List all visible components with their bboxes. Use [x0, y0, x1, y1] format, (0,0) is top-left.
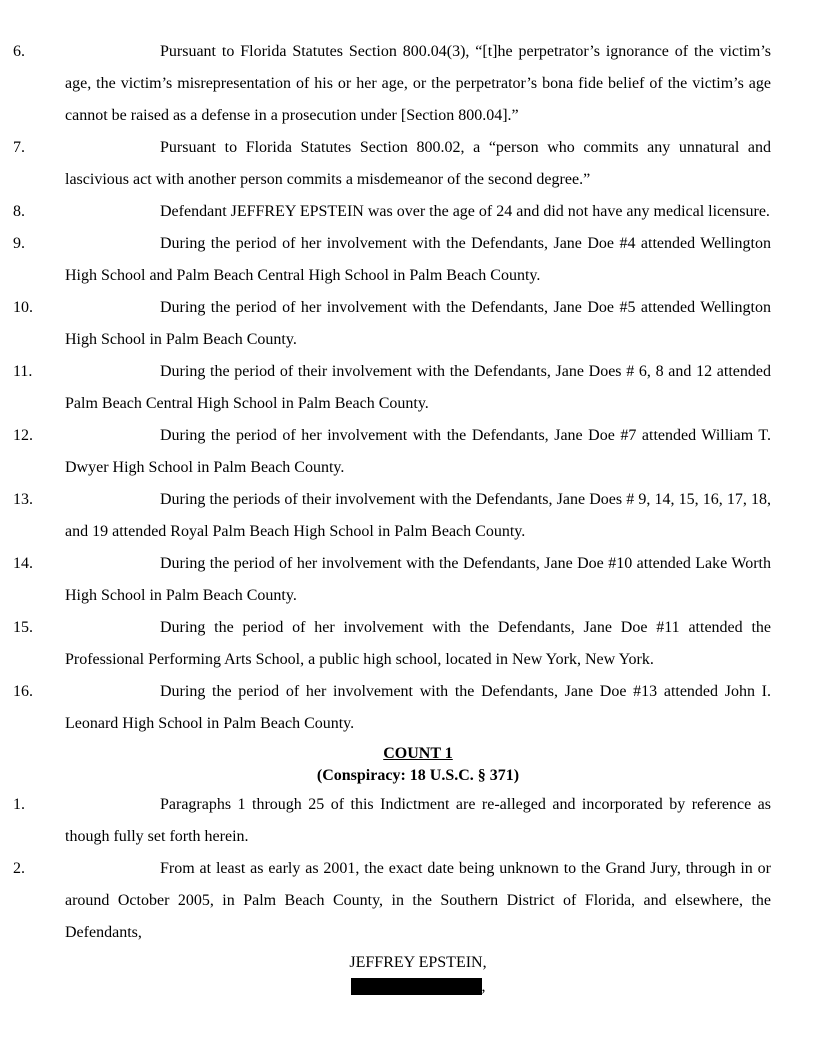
count-heading	[65, 743, 771, 787]
numbered-paragraph	[13, 789, 771, 853]
numbered-paragraph	[13, 356, 771, 420]
paragraph-text: During the period of their involvement with the Defendants, Jane Does # 6, 8 and 12 attended Palm Beach Central High School in Palm Beach County.	[65, 363, 771, 412]
paragraph-number: 2.	[13, 860, 25, 877]
paragraph-text: During the period of her involvement with the Defendants, Jane Doe #13 attended John I. Leonard High School in Palm Beach County.	[65, 683, 771, 732]
paragraph-number: 1.	[13, 796, 25, 813]
paragraph-number: 15.	[13, 619, 33, 636]
numbered-paragraph	[13, 292, 771, 356]
paragraph-text: Defendant JEFFREY EPSTEIN was over the age of 24 and did not have any medical licensure.	[160, 203, 770, 220]
paragraph-text: During the period of her involvement with the Defendants, Jane Doe #5 attended Wellington High School in Palm Beach County.	[65, 299, 771, 348]
numbered-paragraph	[13, 228, 771, 292]
paragraph-number: 14.	[13, 555, 33, 572]
paragraph-text: During the period of her involvement with the Defendants, Jane Doe #11 attended the Professional Performing Arts School, a public high school, located in New York, New York.	[65, 619, 771, 668]
redaction-bar	[351, 978, 482, 995]
paragraph-text: During the period of her involvement with the Defendants, Jane Doe #10 attended Lake Worth High School in Palm Beach County.	[65, 555, 771, 604]
numbered-paragraph	[13, 612, 771, 676]
numbered-paragraph	[13, 484, 771, 548]
paragraph-text: During the periods of their involvement with the Defendants, Jane Does # 9, 14, 15, 16, 17, 18, and 19 attended Royal Palm Beach High School in Palm Beach County.	[65, 491, 771, 540]
paragraph-number: 8.	[13, 203, 25, 220]
numbered-paragraph	[13, 853, 771, 949]
paragraph-text: During the period of her involvement with the Defendants, Jane Doe #7 attended William T. Dwyer High School in Palm Beach County.	[65, 427, 771, 476]
numbered-paragraph	[13, 132, 771, 196]
paragraph-text: Pursuant to Florida Statutes Section 800.04(3), “[t]he perpetrator’s ignorance of the victim’s age, the victim’s misrepresentation of his or her age, or the perpetrator’s bona fide belief of the victim’s age cannot be raised as a defense in a prosecution under [Section 800.04].”	[65, 43, 771, 124]
numbered-paragraph	[13, 420, 771, 484]
paragraph-number: 9.	[13, 235, 25, 252]
redaction-trailing-punctuation: ,	[481, 978, 486, 995]
count-heading-title	[65, 743, 771, 765]
count-heading-subtitle: (Conspiracy: 18 U.S.C. § 371)	[316, 767, 520, 784]
paragraph-number: 6.	[13, 43, 25, 60]
count-heading-title-text: COUNT 1	[383, 745, 453, 762]
paragraph-number: 7.	[13, 139, 25, 156]
paragraph-number: 10.	[13, 299, 33, 316]
paragraph-number: 13.	[13, 491, 33, 508]
numbered-paragraph	[13, 196, 771, 228]
paragraph-text: From at least as early as 2001, the exact date being unknown to the Grand Jury, through in or around October 2005, in Palm Beach County, in the Southern District of Florida, and elsewhere, the Defendants,	[65, 860, 771, 941]
paragraph-number: 11.	[13, 363, 33, 380]
numbered-paragraph	[13, 548, 771, 612]
paragraph-text: Pursuant to Florida Statutes Section 800.02, a “person who commits any unnatural and lascivious act with another person commits a misdemeanor of the second degree.”	[65, 139, 771, 188]
count-one-paragraphs	[13, 789, 771, 949]
paragraph-number: 12.	[13, 427, 33, 444]
paragraph-number: 16.	[13, 683, 33, 700]
defendant-name-line: JEFFREY EPSTEIN,	[349, 954, 487, 971]
preliminary-paragraphs	[13, 36, 771, 740]
paragraph-text: Paragraphs 1 through 25 of this Indictment are re-alleged and incorporated by reference as though fully set forth herein.	[65, 796, 771, 845]
numbered-paragraph	[13, 676, 771, 740]
paragraph-text: During the period of her involvement with the Defendants, Jane Doe #4 attended Wellington High School and Palm Beach Central High School in Palm Beach County.	[65, 235, 771, 284]
redacted-codefendant-line	[65, 977, 771, 999]
numbered-paragraph	[13, 36, 771, 132]
